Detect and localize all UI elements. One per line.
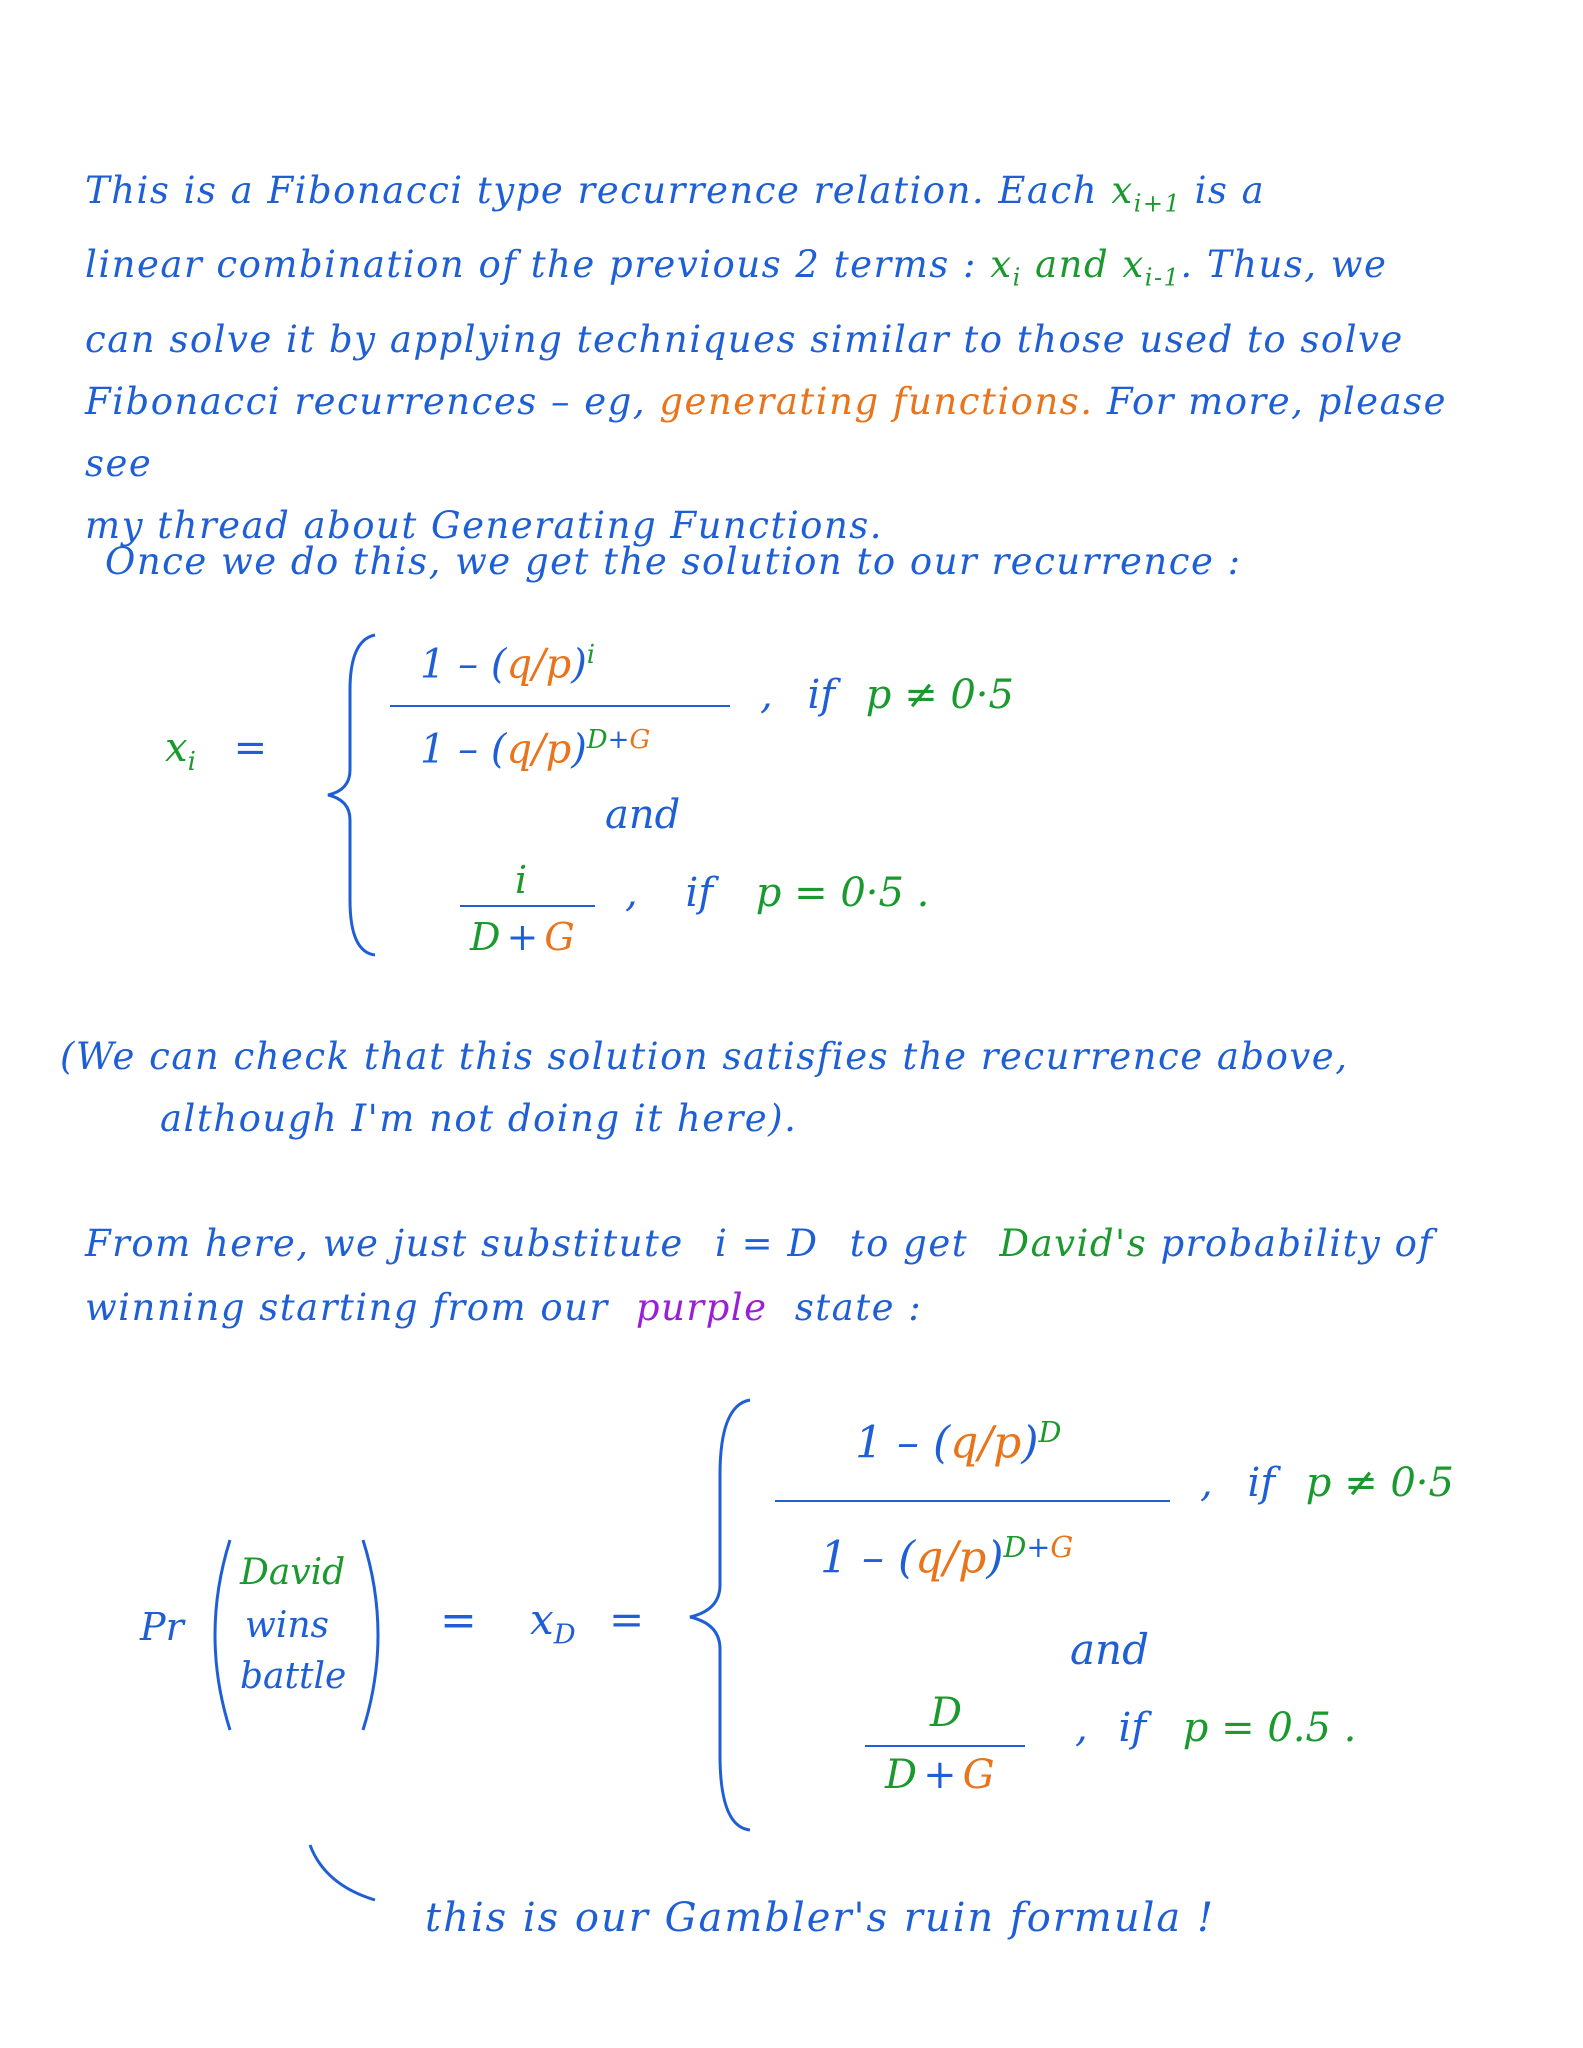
formula1-frac2-denominator: D + G (470, 915, 575, 959)
formula2-event-line-2: wins (245, 1605, 329, 1646)
formula1-fraction-bar (390, 705, 730, 707)
formula2-denominator: $1 - (q/p)^{D+G}$ (820, 1530, 1074, 1584)
intro-paragraph (85, 160, 1505, 557)
formula1-lhs: $x_i$ = (165, 725, 268, 777)
formula2-condition-1: , if p ≠ 0·5 (1200, 1460, 1454, 1506)
intro-line-1 (85, 160, 1505, 234)
intro-text: This is a Fibonacci type recurrence relation. Each (85, 169, 1099, 212)
intro-line-3: can solve it by applying techniques similar to those used to solve (85, 317, 1404, 361)
formula2-xd: $x_D$ = (530, 1595, 645, 1651)
footer-arrow-curve (305, 1840, 385, 1920)
intro-text: is a (1194, 169, 1266, 212)
x-i: $x_i$ and $x_{i-1}$ (990, 243, 1181, 292)
david-highlight: David's (999, 1222, 1148, 1265)
once-line: Once we do this, we get the solution to our recurrence : (105, 540, 1242, 583)
formula2-frac2-bar (865, 1745, 1025, 1747)
formula1-denominator: $1 - (q/p)^{D+G}$ (420, 725, 651, 773)
formula2-pr: Pr (140, 1605, 184, 1649)
formula1-condition-2: , if p = 0·5 . (625, 870, 930, 916)
formula2-event-line-3: battle (240, 1656, 347, 1697)
from-line-1: From here, we just substitute i = D to get David's probability of (85, 1222, 1434, 1265)
from-line-2: winning starting from our purple state : (85, 1286, 923, 1329)
formula1-frac2-bar (460, 905, 595, 907)
intro-text: For more, please see (85, 379, 1448, 485)
formula1-condition-1: , if p ≠ 0·5 (760, 672, 1014, 718)
formula2-condition-2: , if p = 0.5 . (1075, 1705, 1357, 1751)
formula2-right-paren (358, 1535, 398, 1735)
formula1-frac2-numerator: i (515, 858, 528, 902)
intro-text: linear combination of the previous 2 terms : (85, 243, 977, 287)
formula2-equals-1: = (440, 1595, 477, 1646)
formula1-brace (320, 630, 390, 960)
intro-text: Fibonacci recurrences – eg, (85, 379, 647, 423)
intro-line-5: my thread about Generating Functions. (85, 503, 884, 547)
x-i-plus-1: $x_{i+1}$ (1111, 169, 1182, 218)
formula2-fraction-bar (775, 1500, 1170, 1502)
check-line-2: although I'm not doing it here). (160, 1097, 798, 1140)
formula2-numerator: $1 - (q/p)^D$ (855, 1415, 1062, 1469)
check-line-1: (We can check that this solution satisfies the recurrence above, (60, 1035, 1349, 1078)
formula2-brace (680, 1395, 760, 1835)
intro-line-2 (85, 234, 1505, 308)
intro-text: . Thus, we (1180, 243, 1388, 287)
footer-note: this is our Gambler's ruin formula ! (425, 1895, 1216, 1941)
formula2-event-line-1: David (240, 1552, 346, 1593)
formula1-and: and (605, 792, 681, 838)
formula2-frac2-numerator: D (930, 1690, 963, 1736)
purple-highlight: purple (635, 1286, 768, 1329)
intro-line-4 (85, 371, 1505, 495)
generating-functions-highlight: generating functions. (659, 379, 1094, 423)
formula1-numerator: $1 - (q/p)^i$ (420, 640, 596, 688)
formula2-frac2-denominator: D + G (885, 1752, 995, 1798)
formula2-and: and (1070, 1625, 1149, 1674)
formula2-left-paren (195, 1535, 235, 1735)
